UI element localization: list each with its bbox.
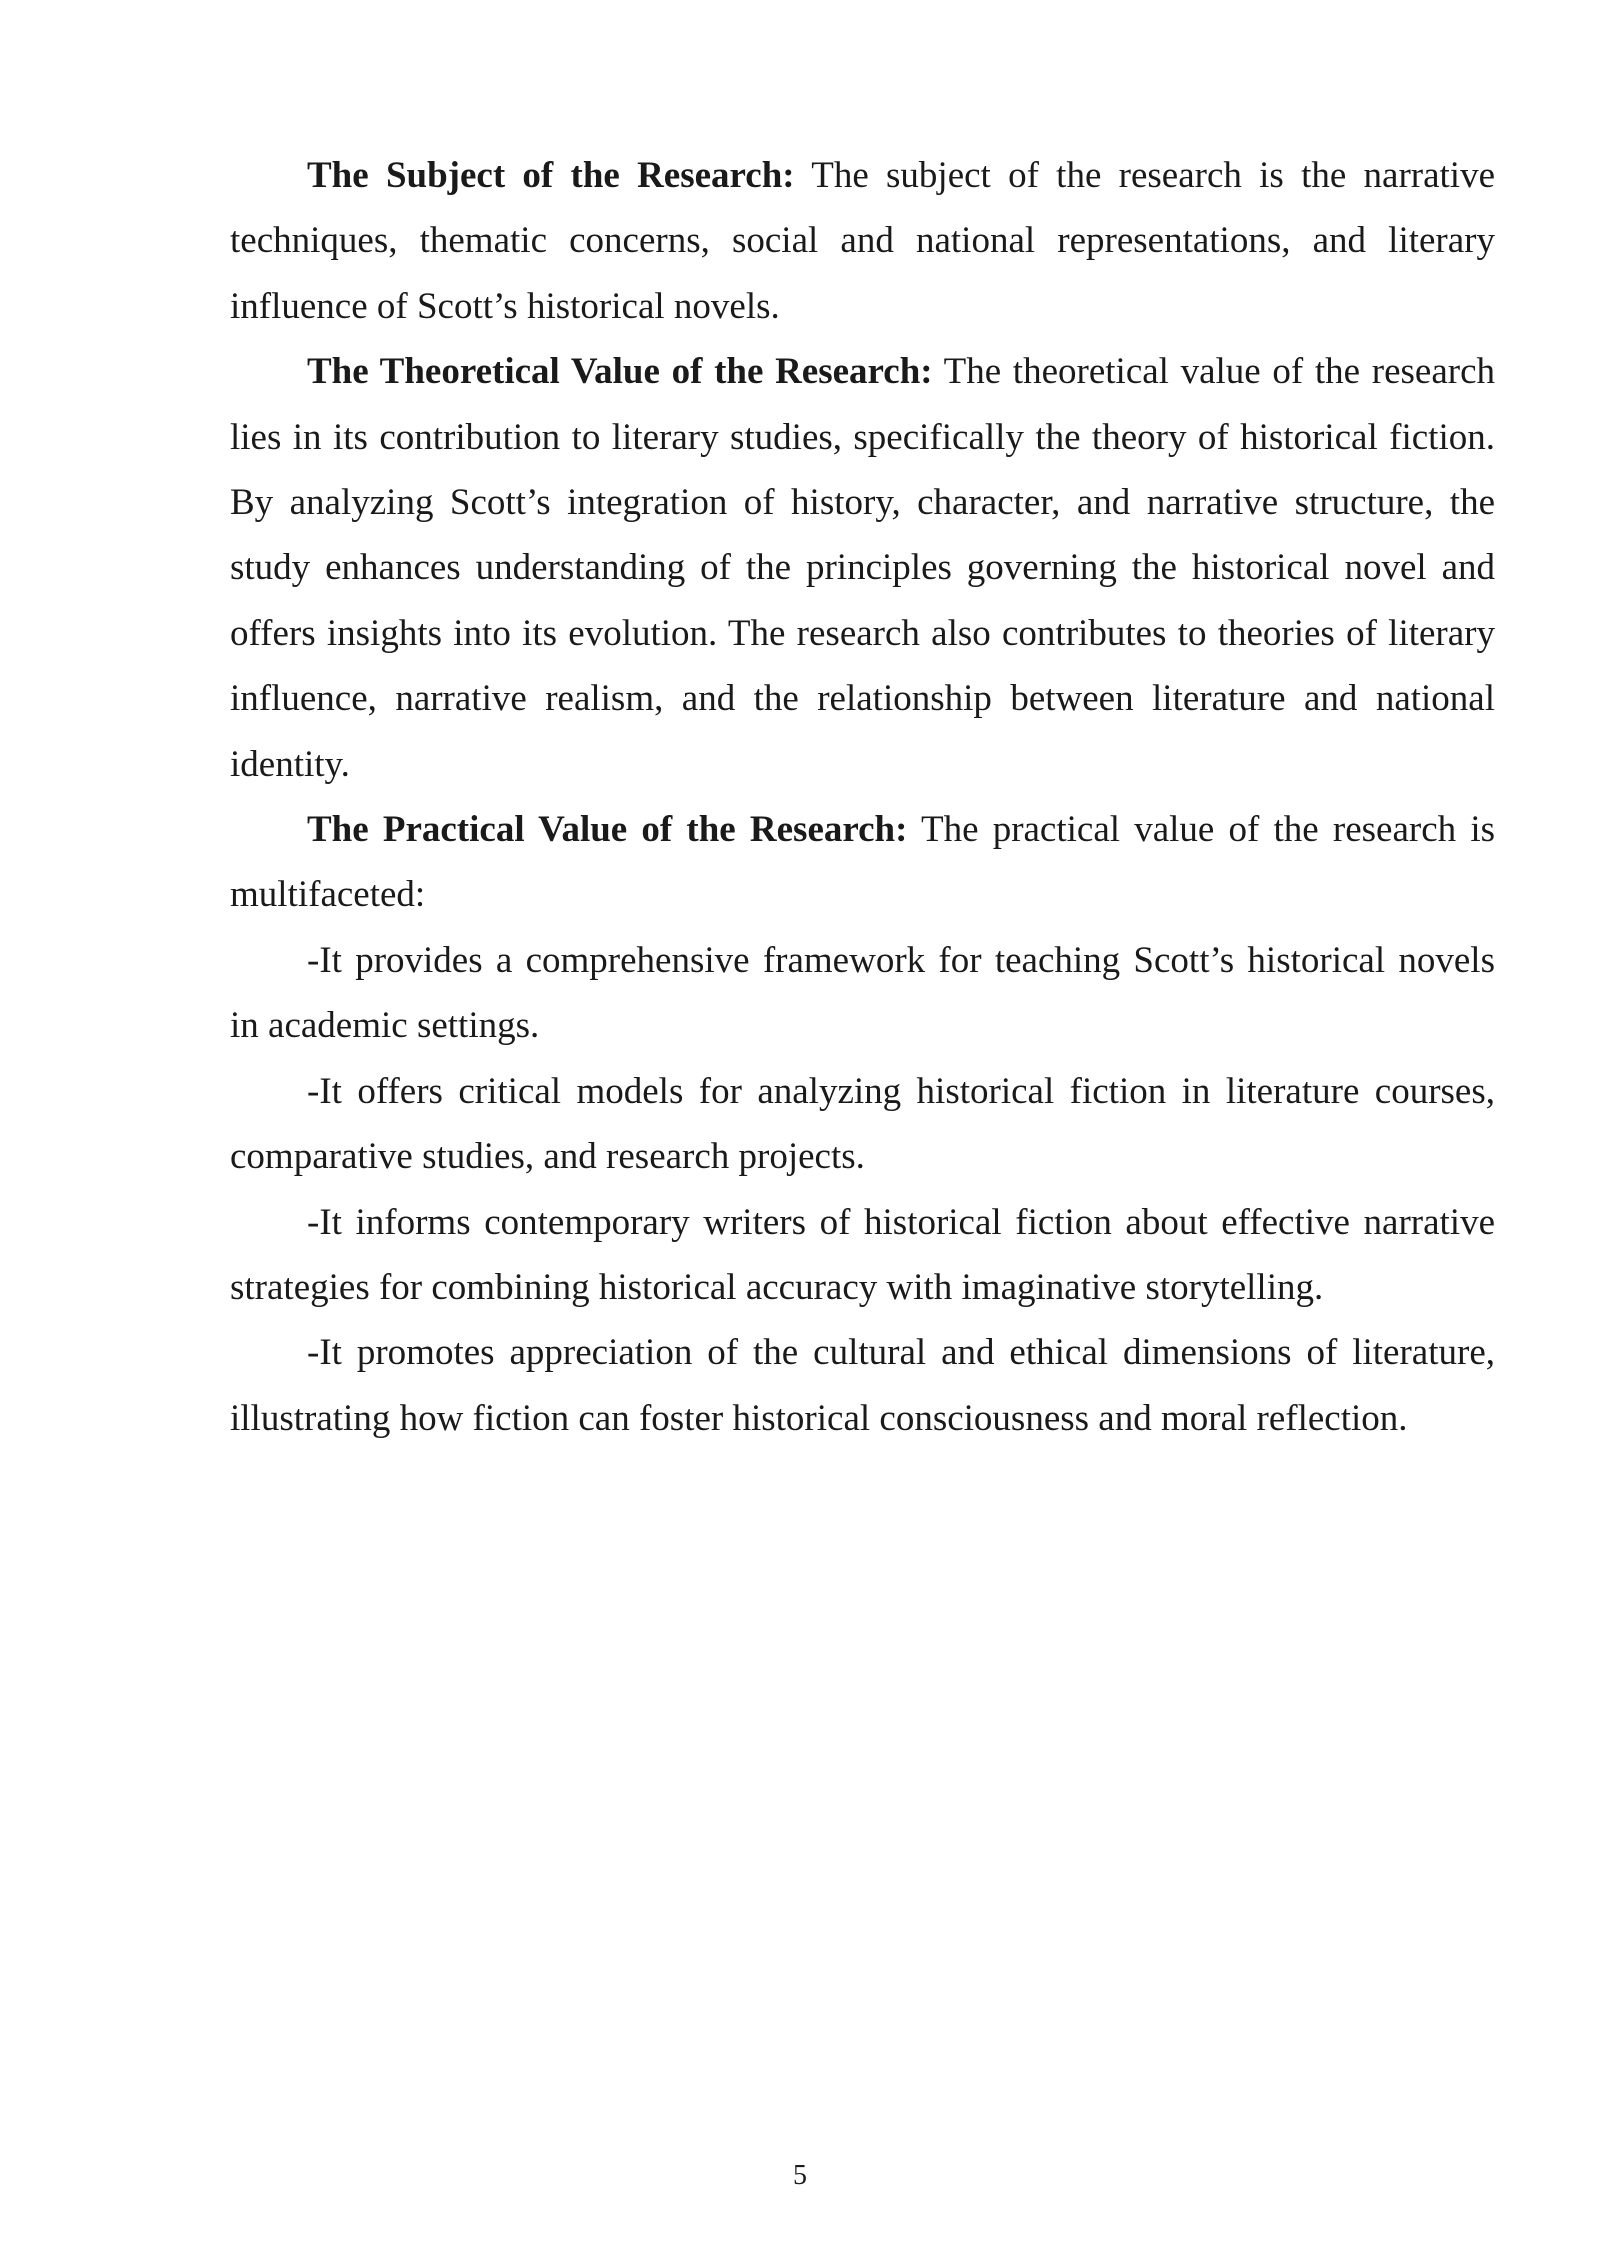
page-number: 5: [793, 2160, 807, 2191]
theoretical-value-heading: The Theoretical Value of the Research:: [307, 351, 933, 393]
practical-value-paragraph: [230, 797, 1495, 928]
list-item: -It informs contemporary writers of historical fiction about effective narrative strategies for combining historical accuracy with imaginative storytelling.: [230, 1201, 1495, 1308]
practical-value-heading: The Practical Value of the Research:: [307, 809, 908, 851]
list-item: -It offers critical models for analyzing historical fiction in literature courses, comparative studies, and research projects.: [230, 1070, 1495, 1178]
theoretical-value-paragraph: [230, 339, 1495, 797]
subject-heading: The Subject of the Research:: [307, 155, 795, 196]
page-content: [230, 143, 1495, 1451]
practical-value-text: The practical value of the research is multifaceted:: [230, 809, 1496, 916]
list-item: -It promotes appreciation of the cultural and ethical dimensions of literature, illustrating how fiction can foster historical consciousness and moral reflection.: [230, 1332, 1495, 1439]
list-item: -It provides a comprehensive framework for teaching Scott’s historical novels in academic settings.: [230, 939, 1495, 1047]
theoretical-value-text: The theoretical value of the research lies in its contribution to literary studies, specifically the theory of historical fiction. By analyzing Scott’s integration of history, character, and narrative structure, the study enhances understanding of the principles governing the historical novel and offers insights into its evolution. The research also contributes to theories of literary influence, narrative realism, and the relationship between literature and national identity.: [230, 351, 1495, 785]
subject-paragraph: [230, 143, 1495, 339]
subject-text: The subject of the research is the narrative techniques, thematic concerns, social and national representations, and literary influence of Scott’s historical novels.: [230, 155, 1495, 327]
